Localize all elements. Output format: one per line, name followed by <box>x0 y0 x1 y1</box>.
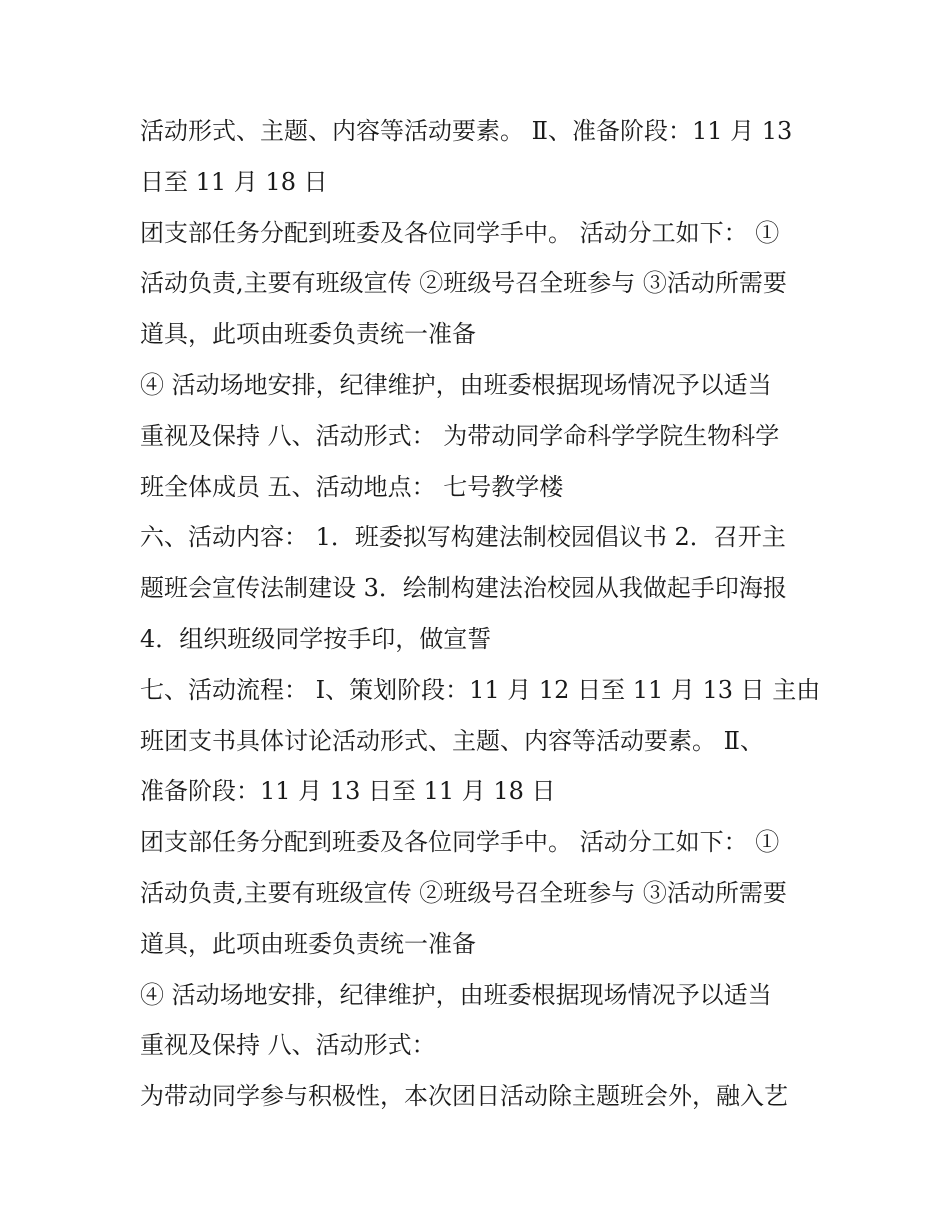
text-line: 重视及保持 八、活动形式： <box>140 1031 436 1060</box>
text-line: 道具，此项由班委负责统一准备 <box>140 929 476 958</box>
text-line: 七、活动流程： Ⅰ、策划阶段：11 月 12 日至 11 月 13 日 主由 <box>140 675 821 704</box>
text-line: 活动负责,主要有班级宣传 ②班级号召全班参与 ③活动所需要 <box>140 878 787 907</box>
text-line: 六、活动内容： 1．班委拟写构建法制校园倡议书 2．召开主 <box>140 523 786 552</box>
text-line: 班全体成员 五、活动地点： 七号教学楼 <box>140 472 564 501</box>
text-line: 日至 11 月 18 日 <box>140 167 328 196</box>
text-line: 团支部任务分配到班委及各位同学手中。 活动分工如下： ① <box>140 218 780 247</box>
text-line: 活动形式、主题、内容等活动要素。 Ⅱ、准备阶段：11 月 13 <box>140 117 793 145</box>
text-line: 活动负责,主要有班级宣传 ②班级号召全班参与 ③活动所需要 <box>140 269 787 298</box>
text-line: 题班会宣传法制建设 3．绘制构建法治校园从我做起手印海报 <box>140 574 787 603</box>
document-body <box>140 106 830 1122</box>
text-line: ④ 活动场地安排，纪律维护，由班委根据现场情况予以适当 <box>140 370 772 399</box>
text-line: 团支部任务分配到班委及各位同学手中。 活动分工如下： ① <box>140 828 780 857</box>
text-line: 准备阶段：11 月 13 日至 11 月 18 日 <box>140 777 556 806</box>
text-line: 道具，此项由班委负责统一准备 <box>140 320 476 349</box>
text-line: 为带动同学参与积极性，本次团日活动除主题班会外，融入艺 <box>140 1082 788 1111</box>
text-line: 班团支书具体讨论活动形式、主题、内容等活动要素。 Ⅱ、 <box>140 726 764 755</box>
text-line: ④ 活动场地安排，纪律维护，由班委根据现场情况予以适当 <box>140 980 772 1009</box>
text-line: 4．组织班级同学按手印，做宣誓 <box>140 624 492 653</box>
text-line: 重视及保持 八、活动形式： 为带动同学命科学学院生物科学 <box>140 421 780 450</box>
